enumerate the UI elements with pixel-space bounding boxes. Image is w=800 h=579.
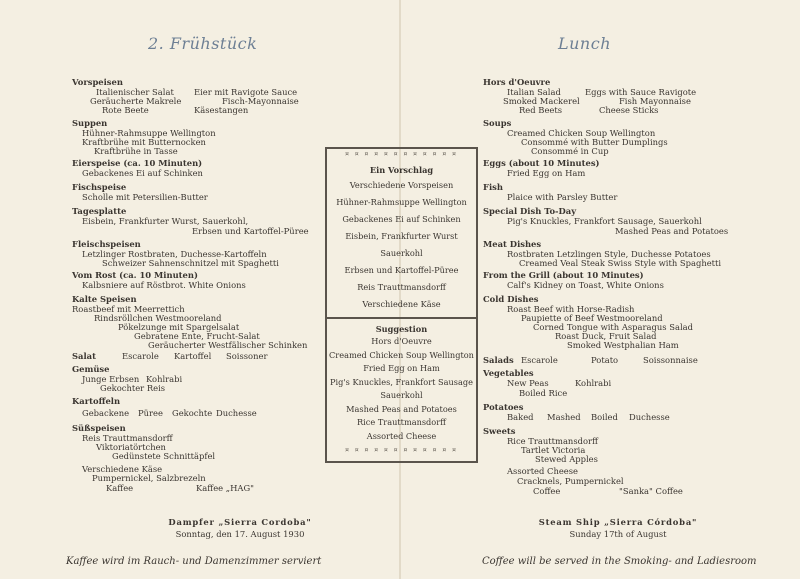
menu-item: Kaffee	[106, 483, 134, 493]
menu-item: Coffee	[533, 486, 561, 496]
menu-item: Kohlrabi	[575, 378, 612, 388]
german-heading: 2. Frühstück	[148, 34, 258, 53]
menu-item: Plaice with Parsley Butter	[507, 192, 618, 202]
menu-item: Smoked Mackerel	[503, 96, 580, 106]
section-title: Soups	[483, 118, 512, 128]
section-title: Fish	[483, 182, 503, 192]
section-title: Fleischspeisen	[72, 239, 141, 249]
decorative-border-bottom: ¤ ¤ ¤ ¤ ¤ ¤ ¤ ¤ ¤ ¤ ¤ ¤	[345, 447, 458, 454]
section-title: Sweets	[483, 426, 516, 436]
menu-item: Geräucherte Makrele	[90, 96, 182, 106]
menu-item: Corned Tongue with Asparagus Salad	[533, 322, 694, 332]
suggestion-item: Erbsen und Kartoffel-Püree	[344, 265, 459, 275]
menu-item: Potato	[591, 355, 619, 365]
section-title: Meat Dishes	[483, 239, 542, 249]
menu-item: Viktoriatörtchen	[96, 442, 166, 452]
menu-item: Assorted Cheese	[507, 466, 579, 476]
menu-item: Junge Erbsen	[82, 374, 140, 384]
menu-item: Fisch-Mayonnaise	[222, 96, 299, 106]
menu-item: Erbsen und Kartoffel-Püree	[192, 226, 309, 236]
menu-item: Baked	[507, 412, 534, 422]
menu-item: Duchesse	[216, 408, 257, 418]
menu-item: Roastbeef mit Meerrettich	[72, 304, 185, 314]
menu-item: Kaffee „HAG"	[196, 483, 255, 493]
menu-item: Käsestangen	[194, 105, 249, 115]
menu-item: Consommé in Cup	[531, 146, 609, 156]
menu-item: Escarole	[521, 355, 558, 365]
box-divider	[327, 317, 476, 319]
menu-item: New Peas	[507, 378, 549, 388]
menu-item: Püree	[138, 408, 163, 418]
menu-item: Mashed	[547, 412, 581, 422]
menu-item: Escarole	[122, 351, 159, 361]
menu-item: Kraftbrühe mit Butternocken	[82, 137, 206, 147]
german-service-note: Kaffee wird im Rauch- und Damenzimmer serviert	[66, 556, 322, 567]
menu-item: Gebackene	[82, 408, 130, 418]
menu-item: Duchesse	[629, 412, 670, 422]
menu-item: Verschiedene Käse	[82, 464, 163, 474]
menu-item: "Sanka" Coffee	[619, 486, 683, 496]
menu-item: Schweizer Sahnenschnitzel mit Spaghetti	[102, 258, 279, 268]
section-title: Potatoes	[483, 402, 524, 412]
menu-item: Italienischer Salat	[96, 87, 174, 97]
section-title: Salat	[72, 351, 96, 361]
suggestion-item: Mashed Peas and Potatoes	[346, 403, 457, 414]
suggestion-item: Reis Trauttmansdorff	[357, 282, 446, 292]
menu-item: Gekochter Reis	[100, 383, 166, 393]
menu-item: Smoked Westphalian Ham	[567, 340, 679, 350]
menu-item: Gekochte	[172, 408, 213, 418]
menu-item: Rindsröllchen Westmooreland	[94, 313, 222, 323]
menu-item: Eier mit Ravigote Sauce	[194, 87, 298, 97]
menu-item: Creamed Veal Steak Swiss Style with Spaghetti	[519, 258, 722, 268]
section-title: Kalte Speisen	[72, 294, 137, 304]
suggestion-item: Assorted Cheese	[366, 430, 437, 441]
menu-item: Red Beets	[519, 105, 563, 115]
section-title: Vorspeisen	[72, 77, 123, 87]
suggestion-item: Verschiedene Vorspeisen	[349, 180, 454, 190]
english-service-note: Coffee will be served in the Smoking- and Ladiesroom	[482, 556, 757, 567]
menu-item: Gebackenes Ei auf Schinken	[82, 168, 203, 178]
menu-item: Hühner-Rahmsuppe Wellington	[82, 128, 216, 138]
menu-item: Boiled Rice	[519, 388, 568, 398]
suggestion-item: Hühner-Rahmsuppe Wellington	[336, 197, 467, 207]
german-date-line: Sonntag, den 17. August 1930	[175, 529, 305, 539]
english-date-line: Sunday 17th of August	[569, 529, 667, 539]
menu-item: Rote Beete	[102, 105, 149, 115]
menu-item: Scholle mit Petersilien-Butter	[82, 192, 208, 202]
menu-item: Kohlrabi	[146, 374, 183, 384]
section-title: Vegetables	[483, 368, 534, 378]
section-title: Kartoffeln	[72, 396, 121, 406]
section-title: Tagesplatte	[72, 206, 127, 216]
menu-item: Italian Salad	[507, 87, 561, 97]
menu-item: Pumpernickel, Salzbrezeln	[92, 473, 206, 483]
menu-item: Soissoner	[226, 351, 268, 361]
german-ship-line: Dampfer „Sierra Cordoba"	[168, 517, 312, 527]
menu-item: Fried Egg on Ham	[507, 168, 586, 178]
menu-item: Consommé with Butter Dumplings	[521, 137, 668, 147]
english-ship-line: Steam Ship „Sierra Córdoba"	[538, 517, 698, 527]
suggestion-item: Sauerkohl	[380, 390, 423, 400]
suggestion-item: Verschiedene Käse	[362, 299, 441, 309]
english-heading: Lunch	[558, 34, 611, 53]
menu-item: Eggs with Sauce Ravigote	[585, 87, 697, 97]
decorative-border-top: ¤ ¤ ¤ ¤ ¤ ¤ ¤ ¤ ¤ ¤ ¤ ¤	[345, 151, 458, 158]
menu-item: Cheese Sticks	[599, 105, 659, 115]
menu-item: Eisbein, Frankfurter Wurst, Sauerkohl,	[82, 216, 249, 226]
menu-item: Tartlet Victoria	[521, 445, 586, 455]
section-title: Fischspeise	[72, 182, 127, 192]
menu-item: Calf's Kidney on Toast, White Onions	[507, 280, 664, 290]
menu-item: Geräucherter Westfälischer Schinken	[148, 340, 308, 350]
section-title: Vom Rost (ca. 10 Minuten)	[72, 270, 198, 280]
menu-item: Creamed Chicken Soup Wellington	[507, 128, 656, 138]
box-top-title: Ein Vorschlag	[369, 165, 434, 175]
box-bottom-title: Suggestion	[375, 324, 428, 334]
suggestion-item: Hors d'Oeuvre	[371, 336, 432, 346]
menu-item: Kalbsniere auf Röstbrot. White Onions	[82, 280, 246, 290]
menu-item: Letzlinger Rostbraten, Duchesse-Kartoffeln	[82, 249, 267, 259]
section-title: Suppen	[72, 118, 108, 128]
section-title: From the Grill (about 10 Minutes)	[483, 270, 644, 280]
section-title: Gemüse	[72, 364, 110, 374]
menu-item: Roast Duck, Fruit Salad	[555, 331, 657, 341]
section-title: Süßspeisen	[72, 423, 126, 433]
suggestion-item: Fried Egg on Ham	[363, 363, 440, 373]
suggestion-item: Pig's Knuckles, Frankfort Sausage	[330, 376, 473, 387]
section-title: Eggs (about 10 Minutes)	[483, 158, 600, 168]
menu-item: Pökelzunge mit Spargelsalat	[118, 322, 240, 332]
section-title: Special Dish To-Day	[483, 206, 577, 216]
menu-item: Soissonnaise	[643, 355, 698, 365]
suggestion-item: Gebackenes Ei auf Schinken	[342, 214, 461, 224]
suggestion-box	[325, 147, 478, 463]
section-title: Eierspeise (ca. 10 Minuten)	[72, 158, 203, 168]
menu-item: Boiled	[591, 412, 618, 422]
menu-item: Roast Beef with Horse-Radish	[507, 304, 635, 314]
menu-item: Rostbraten Letzlingen Style, Duchesse Potatoes	[507, 249, 711, 259]
menu-item: Gedünstete Schnittäpfel	[112, 451, 216, 461]
suggestion-item: Creamed Chicken Soup Wellington	[329, 349, 474, 360]
menu-item: Stewed Apples	[535, 454, 598, 464]
menu-item: Cracknels, Pumpernickel	[517, 476, 624, 486]
menu-item: Gebratene Ente, Frucht-Salat	[134, 331, 260, 341]
menu-item: Kartoffel	[174, 351, 212, 361]
suggestion-item: Eisbein, Frankfurter Wurst	[345, 231, 458, 241]
menu-item: Paupiette of Beef Westmooreland	[521, 313, 663, 323]
menu-item: Fish Mayonnaise	[619, 96, 691, 106]
menu-item: Rice Trauttmansdorff	[507, 436, 598, 446]
suggestion-item: Rice Trauttmansdorff	[357, 417, 446, 427]
section-title: Cold Dishes	[483, 294, 539, 304]
menu-item: Reis Trauttmansdorff	[82, 433, 173, 443]
menu-item: Kraftbrühe in Tasse	[94, 146, 178, 156]
section-title: Hors d'Oeuvre	[483, 77, 551, 87]
menu-item: Pig's Knuckles, Frankfort Sausage, Sauerkohl	[507, 216, 702, 226]
menu-item: Mashed Peas and Potatoes	[615, 226, 729, 236]
suggestion-item: Sauerkohl	[380, 248, 423, 258]
section-title: Salads	[483, 355, 514, 365]
